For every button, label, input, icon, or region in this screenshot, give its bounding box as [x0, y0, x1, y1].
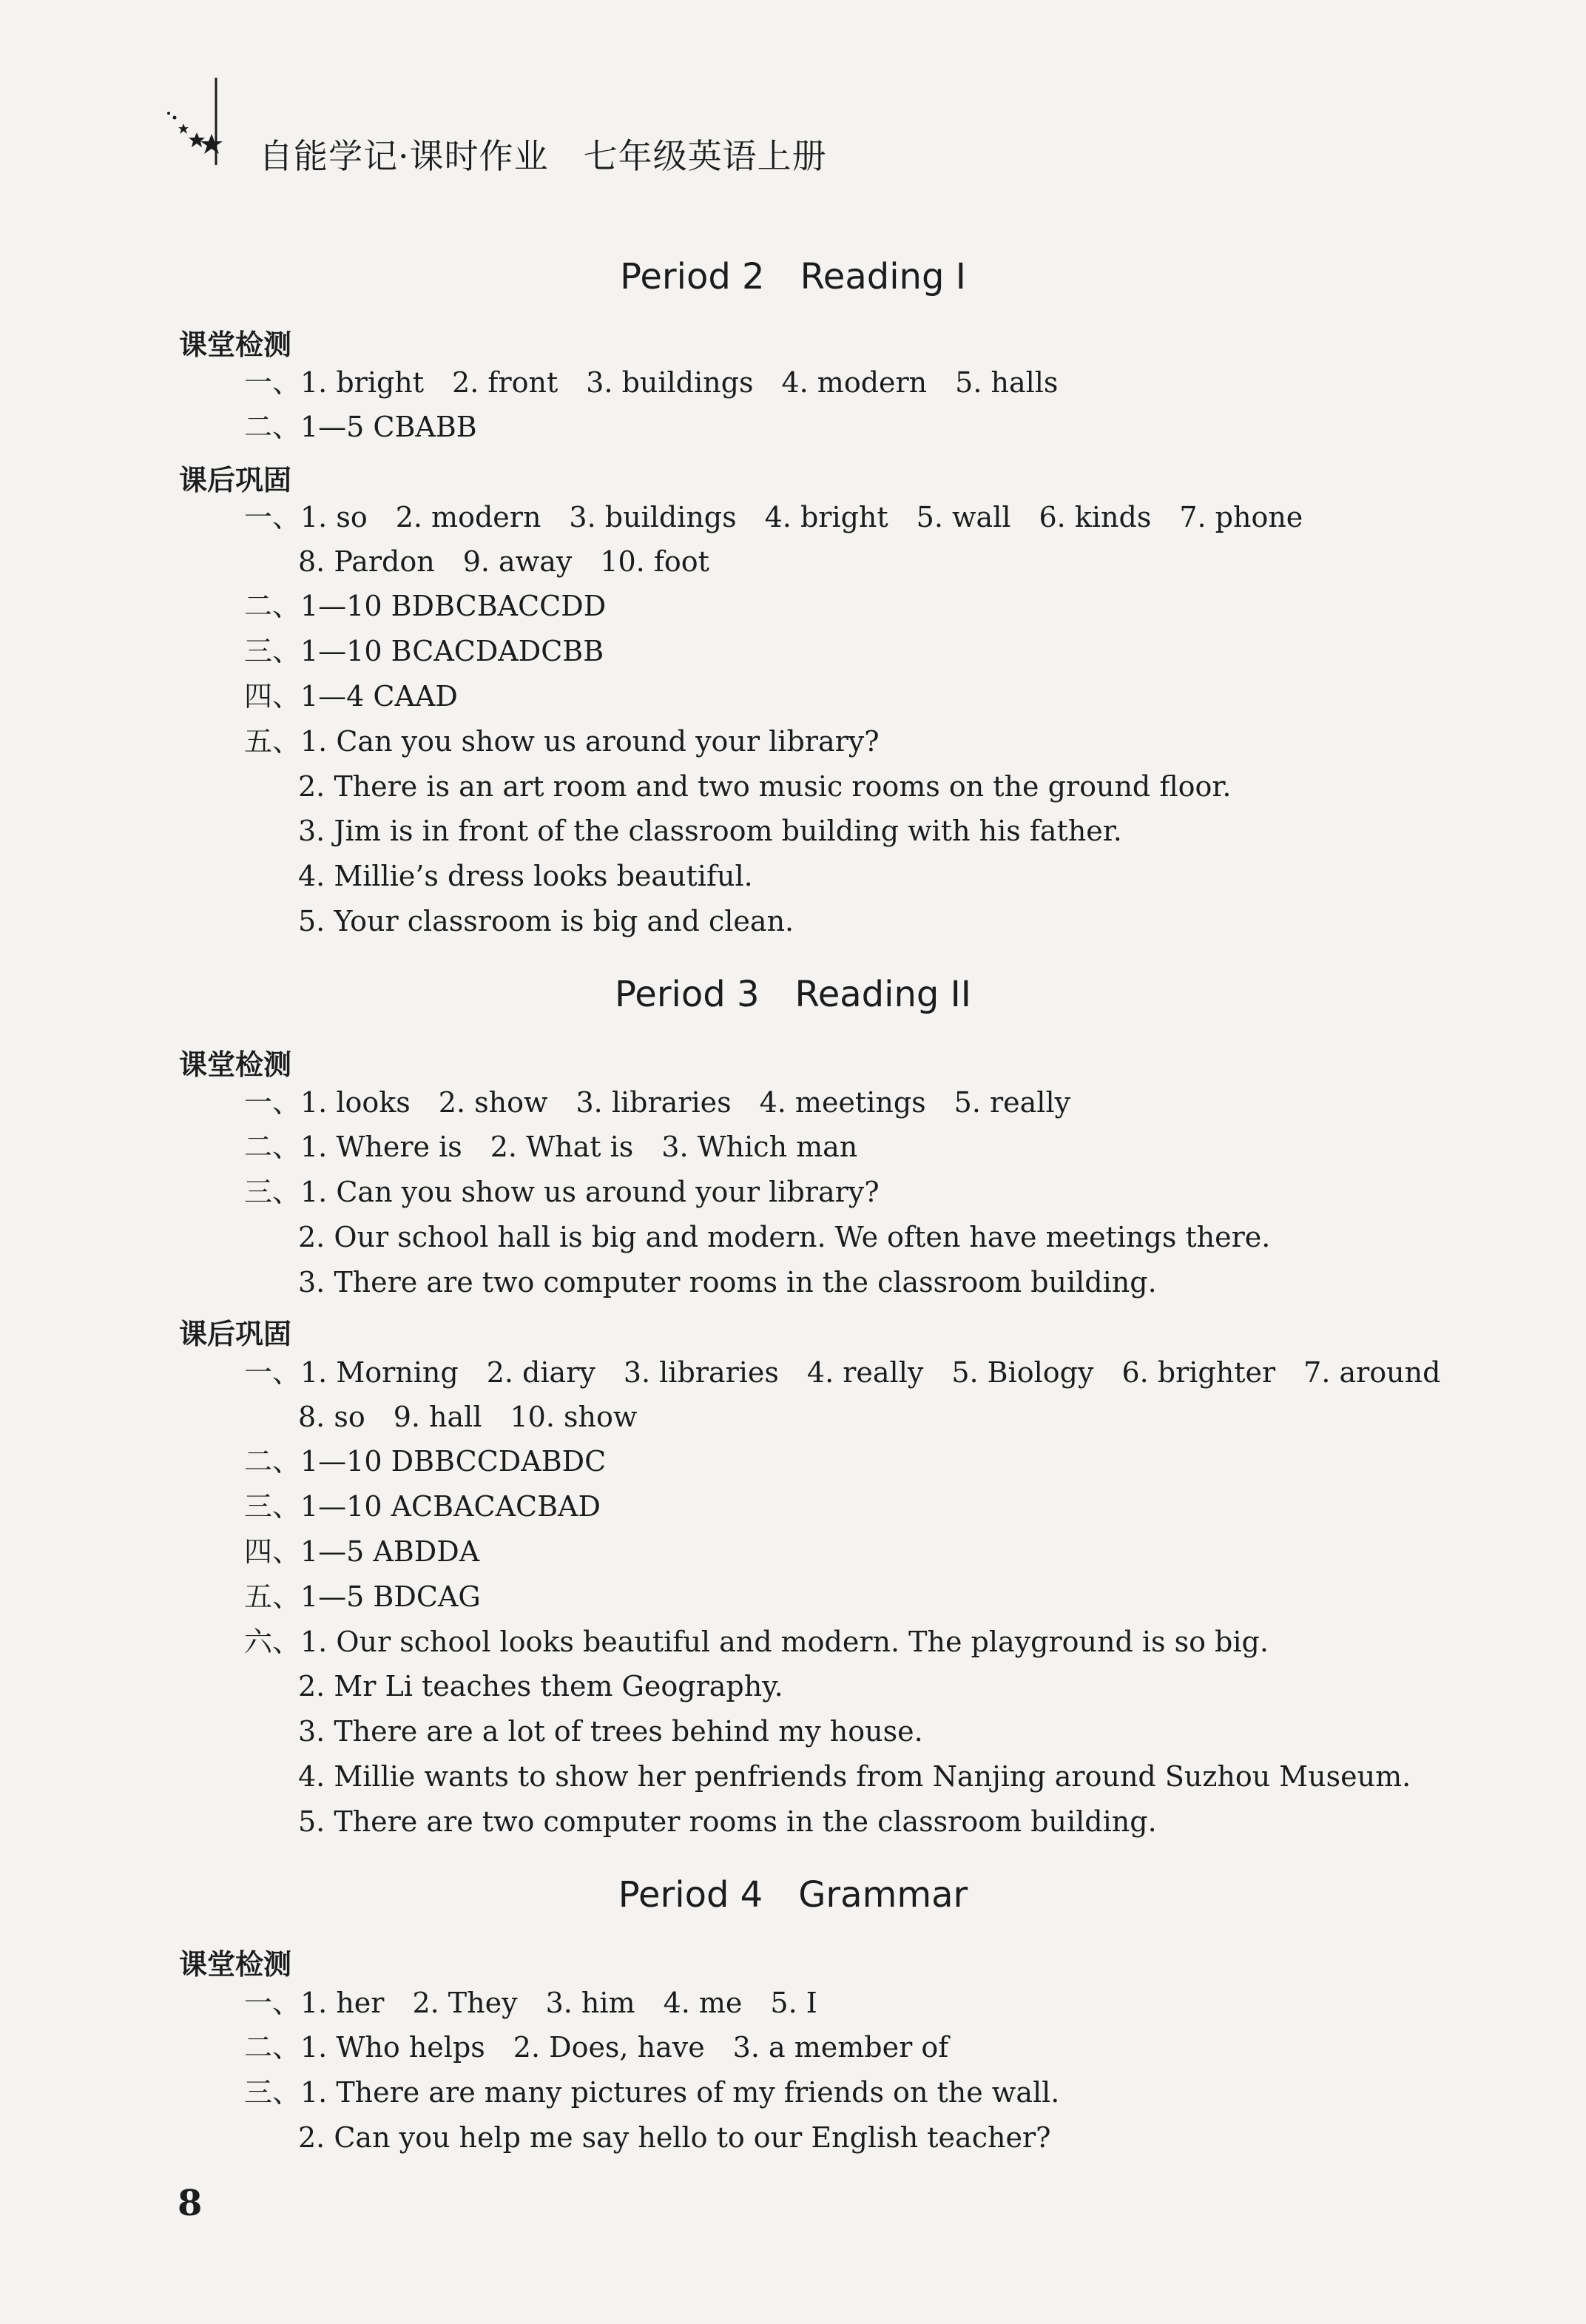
- answer-line: 2. Mr Li teaches them Geography.: [298, 1670, 783, 1702]
- answer-line: 3. There are a lot of trees behind my house.: [298, 1715, 923, 1748]
- answer-line: 2. Can you help me say hello to our English teacher?: [298, 2121, 1051, 2154]
- answer-line: 六、1. Our school looks beautiful and modern. The playground is so big.: [244, 1626, 1269, 1658]
- answer-line: 4. Millie wants to show her penfriends from Nanjing around Suzhou Museum.: [298, 1760, 1411, 1793]
- answer-line: 8. Pardon 9. away 10. foot: [298, 545, 709, 578]
- answer-line: 二、1—10 DBBCCDABDC: [244, 1445, 607, 1478]
- answer-line: 五、1. Can you show us around your library?: [244, 725, 880, 758]
- answer-line: 二、1—5 CBABB: [244, 411, 477, 443]
- answer-line: 二、1. Where is 2. What is 3. Which man: [244, 1131, 858, 1163]
- answer-line: 3. There are two computer rooms in the classroom building.: [298, 1266, 1157, 1299]
- answer-line: 一、1. her 2. They 3. him 4. me 5. I: [244, 1987, 817, 2019]
- answer-line: 2. There is an art room and two music rooms on the ground floor.: [298, 770, 1232, 803]
- answer-line: 二、1—10 BDBCBACCDD: [244, 590, 607, 622]
- subsection-classroom-check: 课堂检测: [179, 329, 292, 361]
- answer-line: 三、1—10 ACBACACBAD: [244, 1490, 601, 1523]
- answer-line: 5. There are two computer rooms in the classroom building.: [298, 1805, 1157, 1838]
- answer-line: 一、1. bright 2. front 3. buildings 4. modern 5. halls: [244, 366, 1059, 399]
- page-number: 8: [178, 2183, 203, 2224]
- answer-line: 二、1. Who helps 2. Does, have 3. a member of: [244, 2031, 949, 2064]
- answer-line: 2. Our school hall is big and modern. We often have meetings there.: [298, 1221, 1271, 1253]
- section-title-period-2: Period 2 Reading I: [620, 256, 966, 297]
- subsection-after-class: 课后巩固: [179, 1318, 292, 1350]
- answer-line: 三、1. There are many pictures of my friends on the wall.: [244, 2076, 1060, 2109]
- answer-line: 5. Your classroom is big and clean.: [298, 905, 794, 937]
- answer-line: 3. Jim is in front of the classroom building with his father.: [298, 815, 1122, 847]
- answer-line: 三、1. Can you show us around your library?: [244, 1176, 880, 1208]
- answer-line: 三、1—10 BCACDADCBB: [244, 635, 604, 667]
- header-title: 自能学记·课时作业 七年级英语上册: [259, 136, 827, 176]
- answer-line: 五、1—5 BDCAG: [244, 1580, 481, 1613]
- answer-line: 4. Millie’s dress looks beautiful.: [298, 860, 753, 892]
- answer-line: 8. so 9. hall 10. show: [298, 1401, 638, 1433]
- section-title-period-3: Period 3 Reading II: [615, 974, 971, 1015]
- answer-line: 一、1. looks 2. show 3. libraries 4. meetings 5. really: [244, 1086, 1071, 1119]
- subsection-classroom-check: 课堂检测: [179, 1048, 292, 1081]
- subsection-after-class: 课后巩固: [179, 464, 292, 496]
- answer-line: 四、1—4 CAAD: [244, 680, 458, 713]
- star-icon: [163, 78, 244, 174]
- answer-line: 一、1. Morning 2. diary 3. libraries 4. really 5. Biology 6. brighter 7. around: [244, 1356, 1441, 1389]
- answer-line: 四、1—5 ABDDA: [244, 1535, 480, 1568]
- section-title-period-4: Period 4 Grammar: [618, 1874, 968, 1916]
- subsection-classroom-check: 课堂检测: [179, 1948, 292, 1981]
- answer-line: 一、1. so 2. modern 3. buildings 4. bright 5. wall 6. kinds 7. phone: [244, 501, 1303, 533]
